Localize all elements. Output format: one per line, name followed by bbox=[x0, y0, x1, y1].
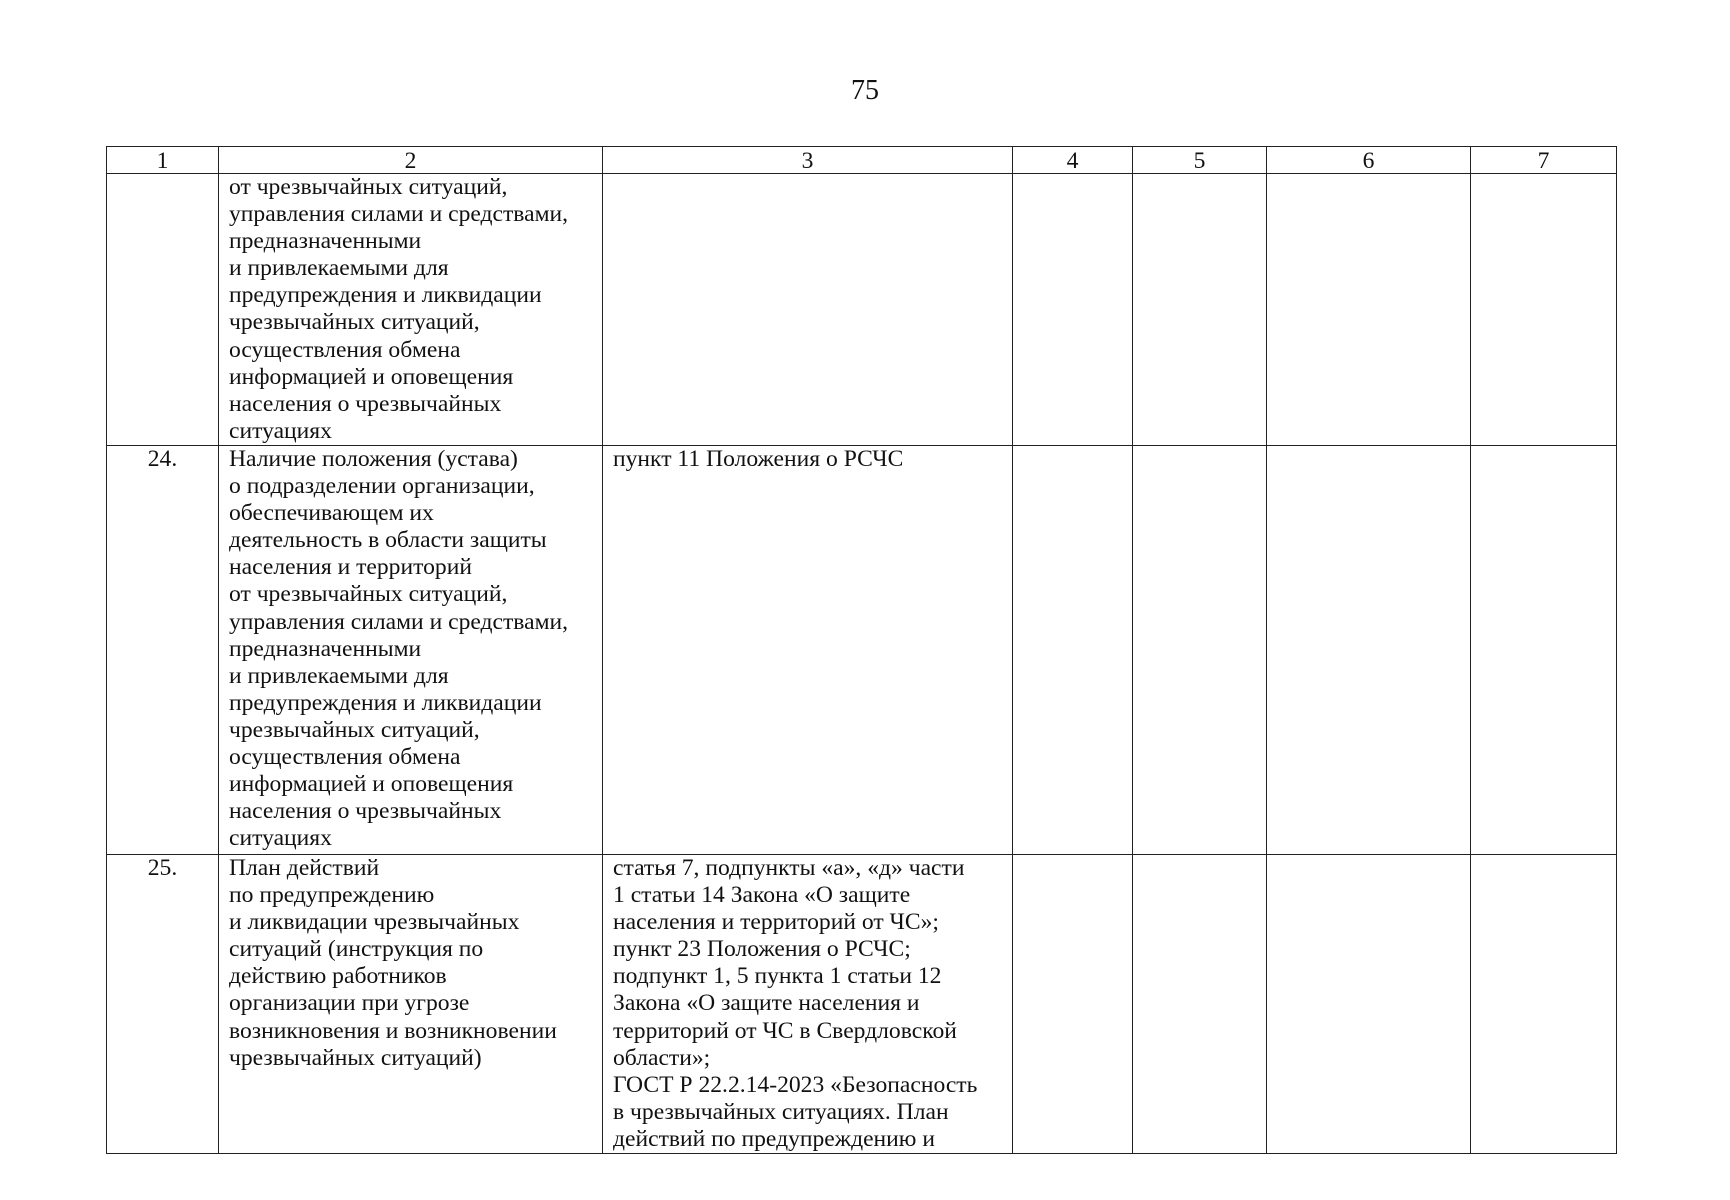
requirement-cell: от чрезвычайных ситуаций, управления силами и средствами, предназначенными и привлекаемыми для предупреждения и ликвидации чрезвычайных ситуаций, осуществления обмена информацией и оповещения населения о чрезвычайных ситуациях bbox=[219, 174, 603, 446]
empty-cell bbox=[1471, 174, 1617, 446]
table-row bbox=[107, 854, 1617, 1153]
empty-cell bbox=[1133, 174, 1267, 446]
row-number: 25. bbox=[107, 854, 219, 1153]
column-header: 7 bbox=[1471, 147, 1617, 174]
column-header: 2 bbox=[219, 147, 603, 174]
column-header: 5 bbox=[1133, 147, 1267, 174]
row-number: 24. bbox=[107, 445, 219, 854]
empty-cell bbox=[1471, 854, 1617, 1153]
table-row bbox=[107, 174, 1617, 446]
empty-cell bbox=[1013, 854, 1133, 1153]
empty-cell bbox=[1267, 174, 1471, 446]
empty-cell bbox=[1013, 445, 1133, 854]
reference-cell: статья 7, подпункты «а», «д» части 1 статьи 14 Закона «О защите населения и территорий от ЧС»; пункт 23 Положения о РСЧС; подпункт 1, 5 пункта 1 статьи 12 Закона «О защите населения и территорий от ЧС в Свердловской области»; ГОСТ Р 22.2.14-2023 «Безопасность в чрезвычайных ситуациях. План действий по предупреждению и bbox=[603, 854, 1013, 1153]
page-number: 75 bbox=[851, 75, 879, 106]
reference-cell bbox=[603, 174, 1013, 446]
empty-cell bbox=[1267, 445, 1471, 854]
empty-cell bbox=[1133, 445, 1267, 854]
empty-cell bbox=[1013, 174, 1133, 446]
reference-cell: пункт 11 Положения о РСЧС bbox=[603, 445, 1013, 854]
column-header: 6 bbox=[1267, 147, 1471, 174]
empty-cell bbox=[1133, 854, 1267, 1153]
column-header: 3 bbox=[603, 147, 1013, 174]
column-header: 1 bbox=[107, 147, 219, 174]
table-header-row bbox=[107, 147, 1617, 174]
column-header: 4 bbox=[1013, 147, 1133, 174]
row-number bbox=[107, 174, 219, 446]
table-row bbox=[107, 445, 1617, 854]
empty-cell bbox=[1267, 854, 1471, 1153]
requirement-cell: План действий по предупреждению и ликвидации чрезвычайных ситуаций (инструкция по действию работников организации при угрозе возникновения и возникновении чрезвычайных ситуаций) bbox=[219, 854, 603, 1153]
requirements-table bbox=[106, 146, 1617, 1154]
empty-cell bbox=[1471, 445, 1617, 854]
requirement-cell: Наличие положения (устава) о подразделении организации, обеспечивающем их деятельность в области защиты населения и территорий от чрезвычайных ситуаций, управления силами и средствами, предназначенными и привлекаемыми для предупреждения и ликвидации чрезвычайных ситуаций, осуществления обмена информацией и оповещения населения о чрезвычайных ситуациях bbox=[219, 445, 603, 854]
